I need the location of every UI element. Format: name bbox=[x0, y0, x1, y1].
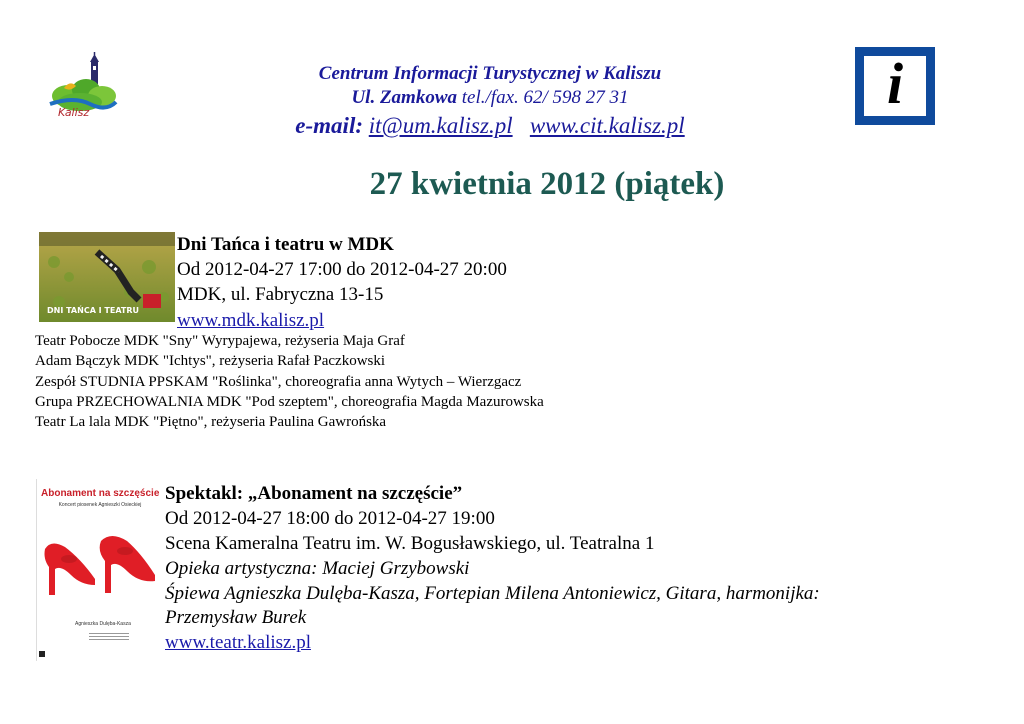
event2-performers: Śpiewa Agnieszka Dulęba-Kasza, Fortepian Milena Antoniewicz, Gitara, harmonijka: bbox=[165, 583, 820, 604]
logo-text: Kalisz bbox=[58, 106, 90, 119]
event2-poster-image bbox=[36, 479, 163, 661]
email-link[interactable]: it@um.kalisz.pl bbox=[368, 113, 513, 138]
event2-place: Scena Kameralna Teatru im. W. Bogusławskiego, ul. Teatralna 1 bbox=[165, 533, 655, 554]
website-link[interactable]: www.cit.kalisz.pl bbox=[529, 113, 685, 138]
event1-time: Od 2012-04-27 17:00 do 2012-04-27 20:00 bbox=[177, 259, 507, 280]
email-label: e-mail: bbox=[295, 113, 363, 138]
info-sign-icon bbox=[855, 47, 935, 125]
header-address bbox=[240, 87, 740, 109]
info-glyph: i bbox=[886, 51, 904, 116]
date-heading: 27 kwietnia 2012 (piątek) bbox=[369, 166, 725, 202]
performance-item: Teatr La lala MDK "Piętno", reżyseria Paulina Gawrońska bbox=[35, 414, 387, 430]
performance-item: Teatr Pobocze MDK "Sny" Wyrypajewa, reżyseria Maja Graf bbox=[35, 333, 405, 349]
poster-credits bbox=[89, 631, 129, 641]
event1-title: Dni Tańca i teatru w MDK bbox=[177, 234, 394, 255]
header-title: Centrum Informacji Turystycznej w Kaliszu bbox=[318, 63, 662, 84]
header-street: Ul. Zamkowa bbox=[351, 87, 458, 108]
event2-time: Od 2012-04-27 18:00 do 2012-04-27 19:00 bbox=[165, 508, 495, 529]
header-phone: tel./fax. 62/ 598 27 31 bbox=[461, 87, 629, 108]
performance-item: Adam Bączyk MDK "Ichtys", reżyseria Rafał Paczkowski bbox=[35, 353, 386, 369]
header-contact bbox=[240, 113, 740, 139]
event2-poster-title: Abonament na szczęście bbox=[41, 488, 160, 499]
kalisz-logo bbox=[44, 52, 120, 126]
event1-poster-text: DNI TAŃCA I TEATRU bbox=[47, 306, 140, 315]
event2-poster-singer: Agnieszka Dulęba-Kasza bbox=[75, 621, 131, 627]
performance-item: Grupa PRZECHOWALNIA MDK "Pod szeptem", choreografia Magda Mazurowska bbox=[35, 394, 544, 410]
event2-poster-subtitle: Koncert piosenek Agnieszki Osieckiej bbox=[58, 502, 142, 508]
event2-performers-cont: Przemysław Burek bbox=[165, 607, 307, 628]
performance-item: Zespół STUDNIA PPSKAM "Roślinka", choreografia anna Wytych – Wierzgacz bbox=[35, 374, 522, 390]
event1-link[interactable]: www.mdk.kalisz.pl bbox=[177, 310, 325, 331]
event2-link[interactable]: www.teatr.kalisz.pl bbox=[165, 632, 311, 653]
event2-title: Spektakl: „Abonament na szczęście” bbox=[165, 483, 463, 504]
event1-poster-image bbox=[39, 232, 175, 322]
event1-place: MDK, ul. Fabryczna 13-15 bbox=[177, 284, 384, 305]
red-shoes-graphic bbox=[41, 519, 161, 599]
event2-artistic-care: Opieka artystyczna: Maciej Grzybowski bbox=[165, 558, 470, 579]
poster-logo-mark bbox=[39, 651, 45, 657]
